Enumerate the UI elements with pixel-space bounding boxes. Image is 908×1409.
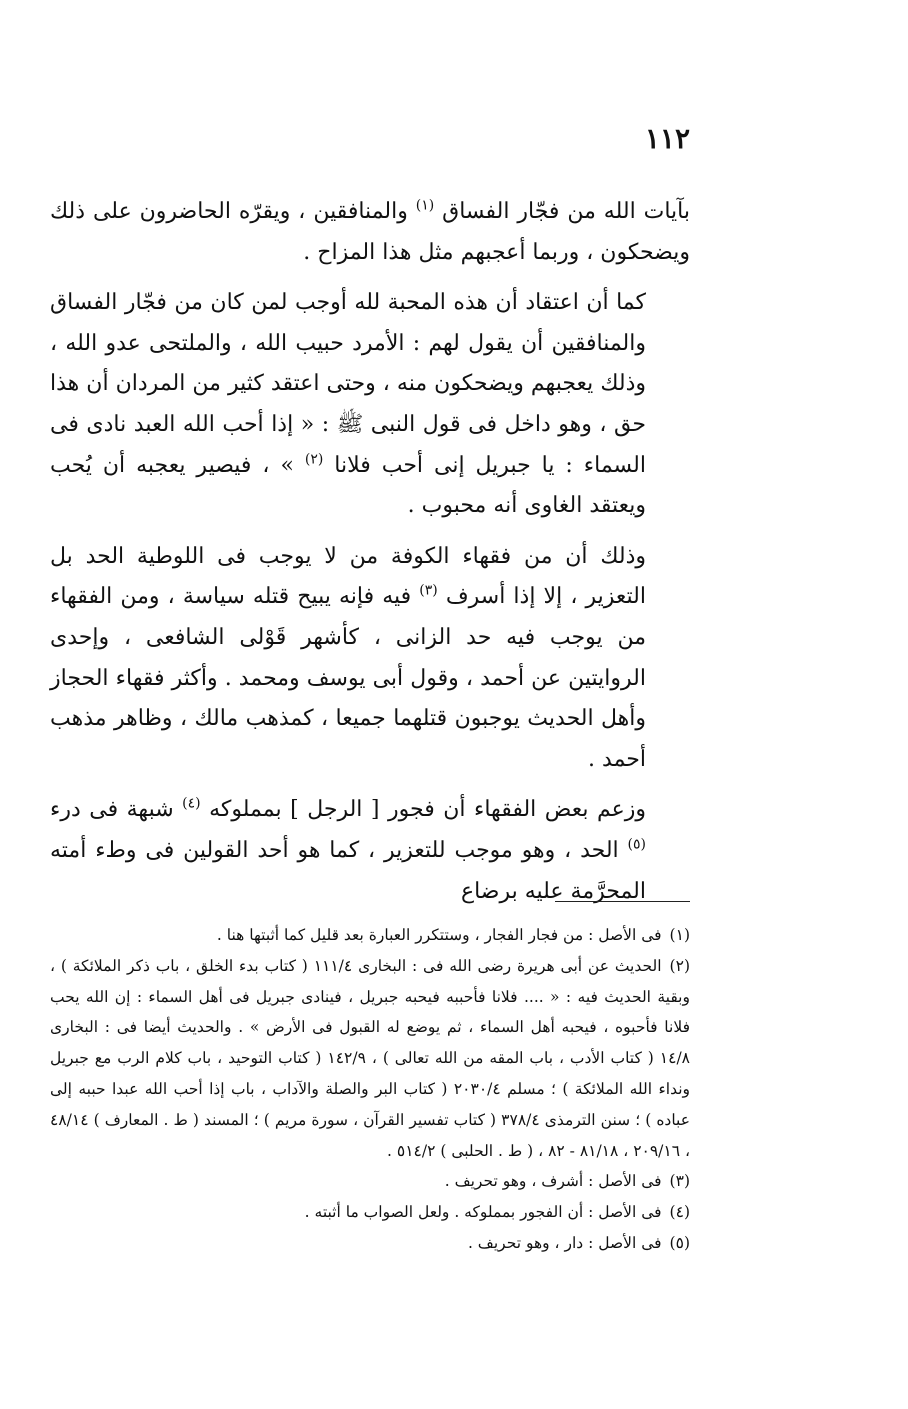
footnote-ref: (٤) bbox=[182, 795, 201, 812]
footnote bbox=[50, 1166, 690, 1197]
footnote-label: (٣) bbox=[669, 1172, 690, 1191]
footnote-separator bbox=[555, 901, 690, 902]
footnote-label: (٤) bbox=[669, 1203, 690, 1222]
footnote-text: فى الأصل : دار ، وهو تحريف . bbox=[467, 1233, 662, 1252]
footnotes bbox=[50, 920, 690, 1259]
page-number: ١١٢ bbox=[644, 122, 690, 155]
footnote bbox=[50, 1228, 690, 1259]
paragraph bbox=[50, 192, 690, 273]
text-run: » ، فيصير يعجبه أن يُحب ويعتقد الغاوى أنه محبوب . bbox=[50, 452, 646, 519]
footnote-label: (١) bbox=[669, 926, 690, 944]
text-run: بآيات الله من فجّار الفساق bbox=[434, 199, 690, 224]
footnote-ref: (٢) bbox=[304, 451, 324, 468]
footnote-ref: (٣) bbox=[419, 583, 438, 600]
footnote bbox=[50, 920, 690, 951]
footnote-text: الحديث عن أبى هريرة رضى الله فى : البخارى ١١١/٤ ( كتاب بدء الخلق ، باب ذكر الملائكة ) ، وبقية الحديث فيه : « .... فلانا فأحببه فيحبه جبريل ، فينادى جبريل فى أهل السماء : إن الله يحب فلانا فأحبوه ، فيحبه أهل السماء ، ثم يوضع له القبول فى الأرض » . والحديث أيضا فى : البخارى ١٤/٨ ( كتاب الأدب ، باب المقه من الله تعالى ) ، ١٤٢/٩ ( كتاب التوحيد ، باب كلام الرب مع جبريل ونداء الله الملائكة ) ؛ مسلم ٢٠٣٠/٤ ( كتاب البر والصلة والآداب ، باب إذا أحب الله عبدا حببه إلى عباده ) ؛ سنن الترمذى ٣٧٨/٤ ( كتاب تفسير القرآن ، سورة مريم ) ؛ المسند ( ط . المعارف ) ٤٨/١٤ ، ٢٠٩/١٦ ، ٨١/١٨ - ٨٢ ، ( ط . الحلبى ) ٥١٤/٢ . bbox=[50, 956, 691, 1160]
footnote-label: (٢) bbox=[669, 956, 690, 975]
footnote bbox=[50, 951, 690, 1167]
footnote bbox=[50, 1197, 690, 1228]
text-run: والمنافقين ، ويقرّه الحاضرون على ذلك ويضحكون ، وربما أعجبهم مثل هذا المزاح . bbox=[50, 199, 690, 265]
footnote-ref: (١) bbox=[415, 197, 435, 214]
footnote-text: فى الأصل : من فجار الفجار ، وستتكرر العبارة بعد قليل كما أثبتها هنا . bbox=[216, 926, 662, 944]
paragraph bbox=[50, 537, 690, 781]
text-run: وزعم بعض الفقهاء أن فجور [ الرجل ] بمملوكه bbox=[200, 797, 646, 823]
paragraph bbox=[50, 283, 690, 527]
paragraph bbox=[50, 790, 690, 912]
footnote-text: فى الأصل : أشرف ، وهو تحريف . bbox=[444, 1172, 662, 1191]
text-run: الحد ، وهو موجب للتعزير ، كما هو أحد القولين فى وطء أمته المحرَّمة عليه برضاع bbox=[50, 837, 646, 904]
main-text bbox=[50, 192, 690, 912]
text-run: وذلك أن من فقهاء الكوفة من لا يوجب فى اللوطية الحد بل التعزير ، إلا إذا أسرف bbox=[50, 543, 646, 610]
text-run: فيه فإنه يبيح قتله سياسة ، ومن الفقهاء من يوجب فيه حد الزانى ، كأشهر قَوْلى الشافعى ، وإحدى الروايتين عن أحمد ، وقول أبى يوسف ومحمد . وأكثر فقهاء الحجاز وأهل الحديث يوجبون قتلهما جميعا ، كمذهب مالك ، وظاهر مذهب أحمد . bbox=[50, 584, 646, 772]
footnote-ref: (٥) bbox=[627, 836, 646, 853]
text-run: شبهة فى درء bbox=[50, 797, 183, 823]
footnote-label: (٥) bbox=[669, 1233, 690, 1252]
footnote-text: فى الأصل : أن الفجور بمملوكه . ولعل الصواب ما أثبته . bbox=[304, 1203, 662, 1222]
text-run: كما أن اعتقاد أن هذه المحبة لله أوجب لمن كان من فجّار الفساق والمنافقين أن يقول لهم : الأمرد حبيب الله ، والملتحى عدو الله ، وذلك يعجبهم ويضحكون منه ، وحتى اعتقد كثير من المردان أن هذا حق ، وهو داخل فى قول النبى ﷺ : « إذا أحب الله العبد نادى فى السماء : يا جبريل إنى أحب فلانا bbox=[50, 290, 646, 478]
